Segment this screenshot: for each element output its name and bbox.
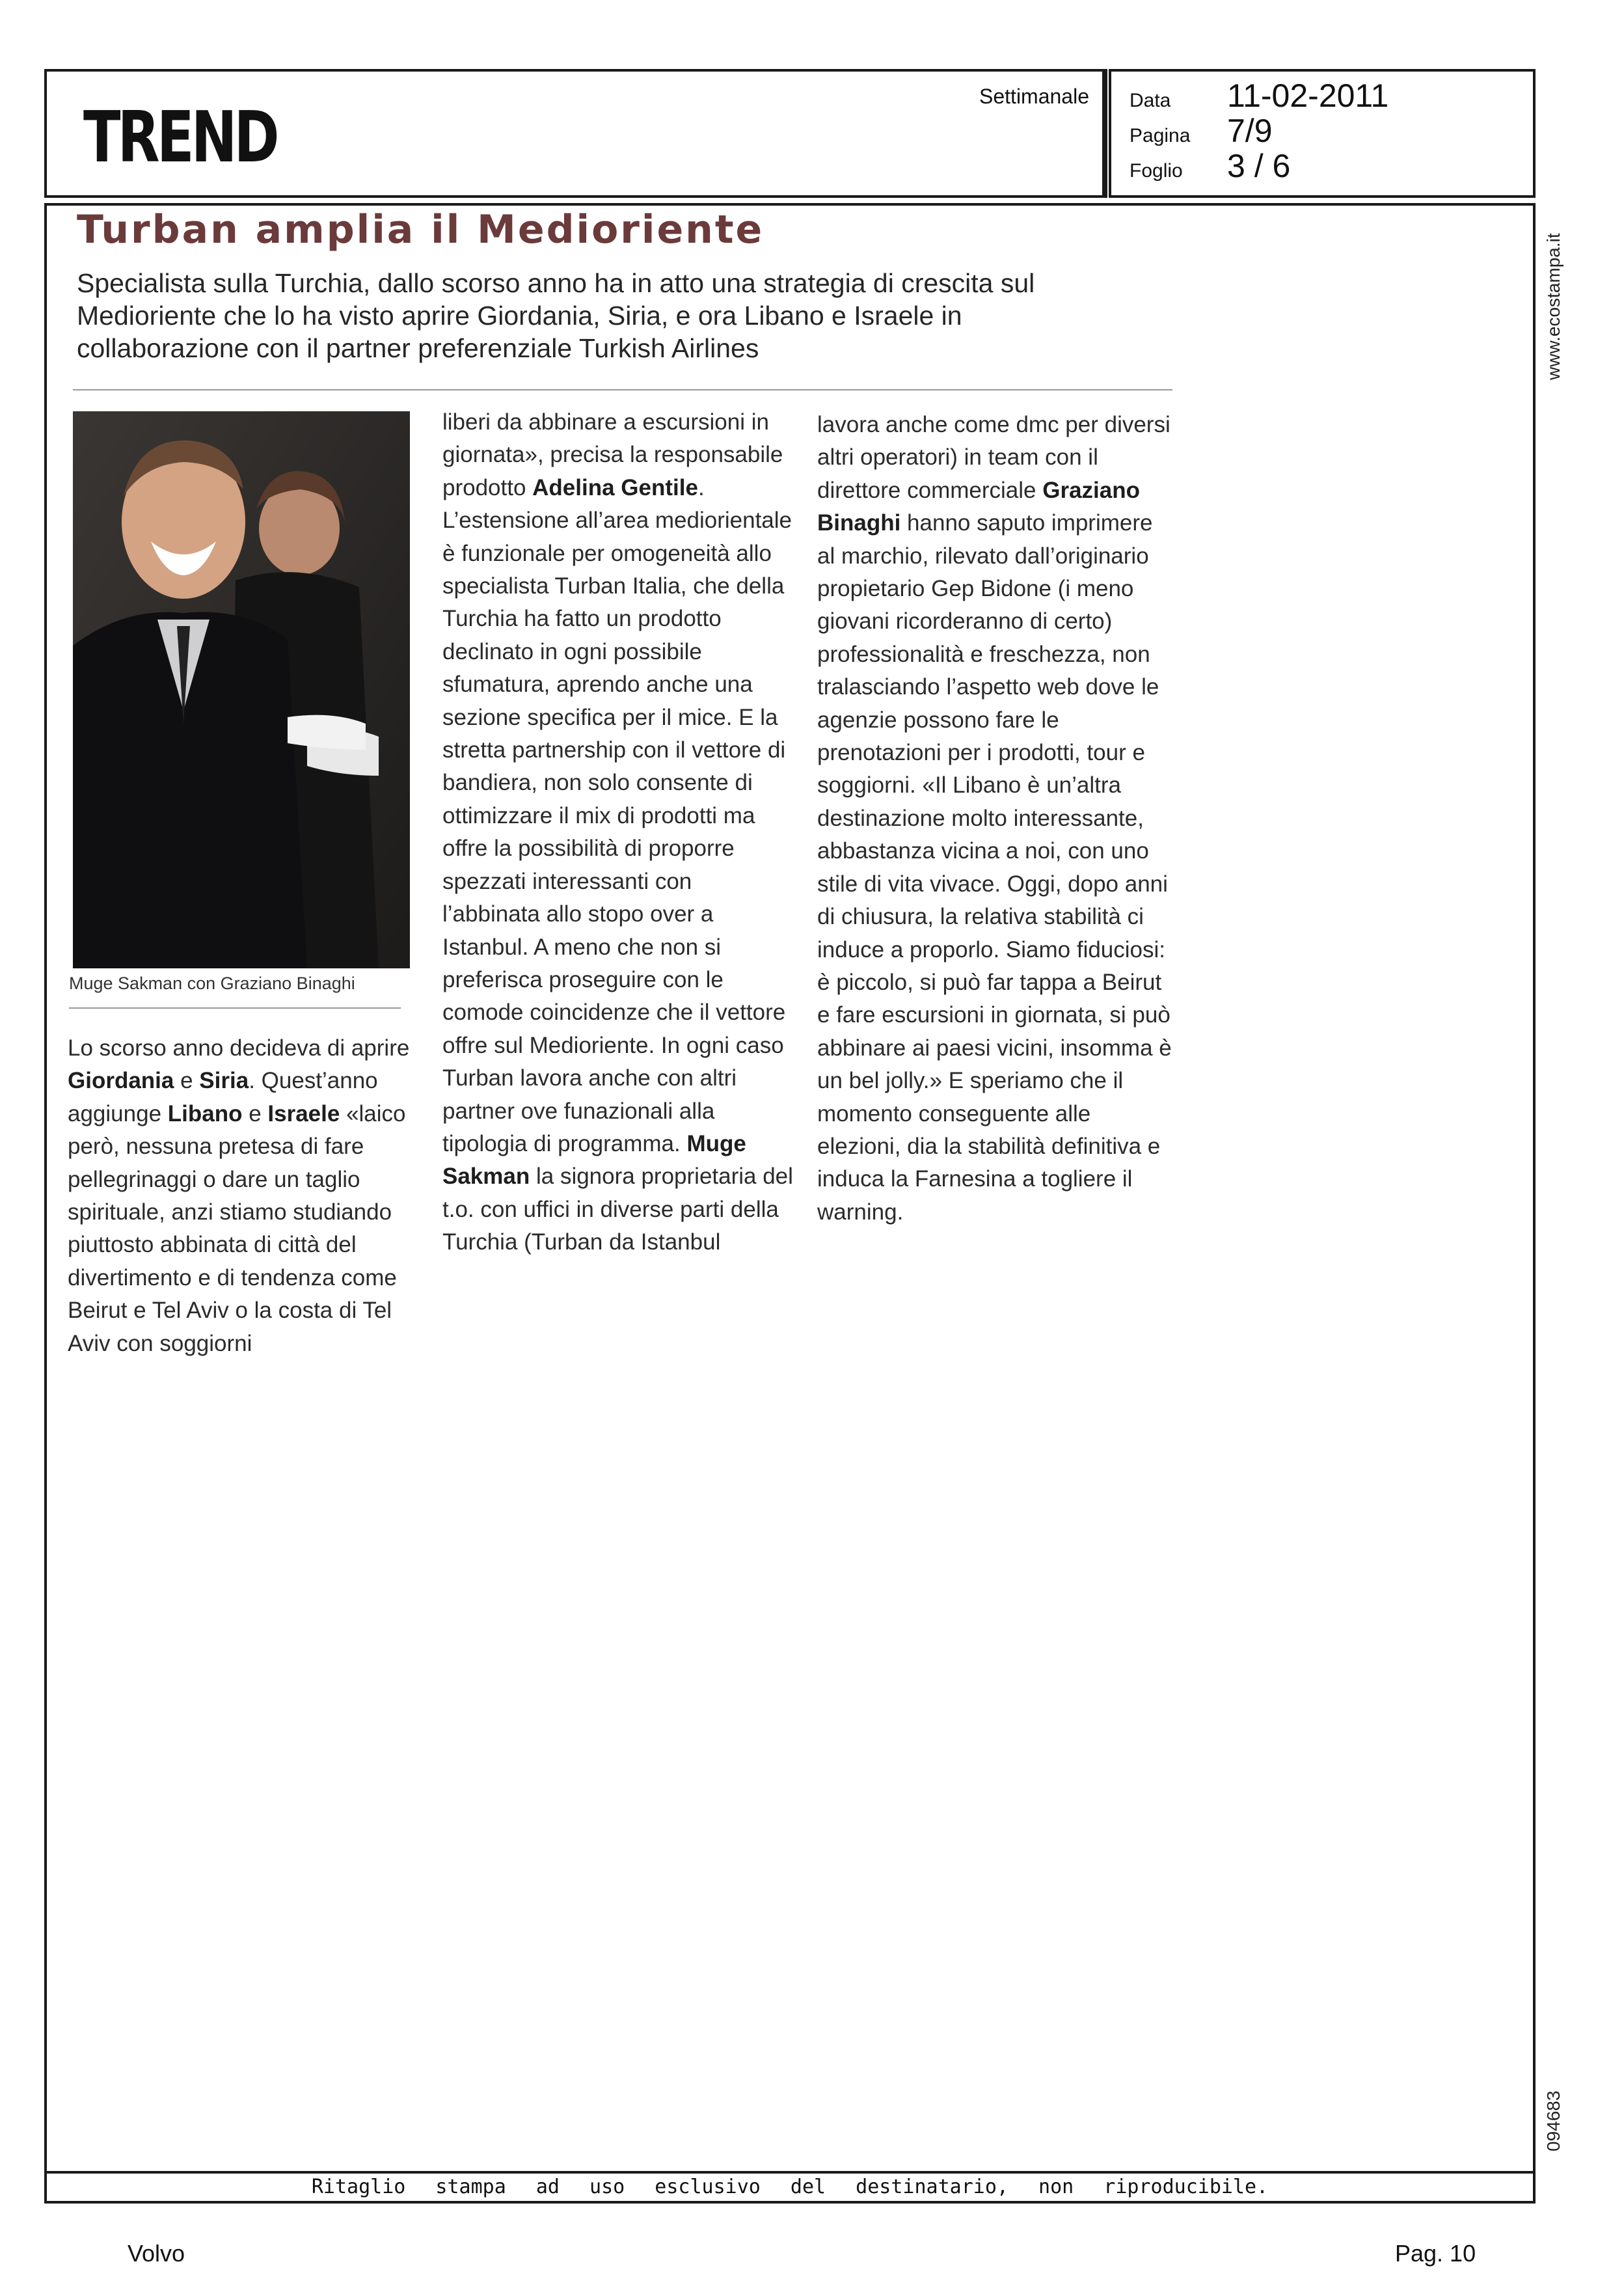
text-run: Lo scorso anno decideva di aprire — [68, 1035, 410, 1061]
text-run: lavora anche come dmc per diversi altri operatori) in team con il direttore commerciale — [817, 412, 1171, 503]
paragraph — [442, 406, 794, 1259]
meta-key: Pagina — [1130, 125, 1191, 146]
article-title: Turban amplia il Medioriente — [77, 207, 765, 252]
paragraph — [817, 409, 1175, 1229]
bold-name: Graziano Binaghi — [817, 477, 1140, 536]
footer-divider — [44, 2171, 1536, 2174]
bold-country: Libano — [167, 1100, 243, 1126]
text-run: e — [174, 1068, 200, 1094]
text-run: hanno saputo imprimere al marchio, rilevato dall’originario propietario Gep Bidone (i meno giovani ricorderanno di certo) professionalità e freschezza, non tralasciando l’aspetto web dove le agenzie possono fare le prenotazioni per i prodotti, tour e soggiorni. «Il Libano è un’altra destinazione molto interessante, abbastanza vicina a noi, con uno stile di vita vivace. Oggi, dopo anni di chiusura, la relativa stabilità ci induce a proporlo. Siamo fiduciosi: è piccolo, si può far tappa a Beirut e fare escursioni in giornata, si può abbinare ai paesi vicini, insomma è un bel jolly.» E speriamo che il momento conseguente alle elezioni, dia la stabilità definitiva e induca la Farnesina a togliere il warning. — [817, 510, 1172, 1225]
article-column-1 — [68, 1032, 413, 1360]
article-column-3 — [817, 409, 1175, 1229]
article-photo — [73, 411, 410, 968]
meta-key: Data — [1130, 90, 1171, 111]
issue-meta-box — [1109, 69, 1536, 198]
meta-key: Foglio — [1130, 160, 1183, 182]
bold-country: Giordania — [68, 1068, 174, 1094]
article-subtitle: Specialista sulla Turchia, dallo scorso anno ha in atto una strategia di crescita sul Medioriente che lo ha visto aprire Giordania, Siria, e ora Libano e Israele in collaborazione con il partner preferenziale Turkish Airlines — [77, 268, 1035, 363]
text-run: la signora proprietaria del t.o. con uffici in diverse parti della Turchia (Turban da Istanbul — [442, 1164, 793, 1255]
text-run: . Quest’anno aggiunge — [68, 1068, 378, 1126]
meta-row-date — [1130, 77, 1388, 115]
article-column-2 — [442, 406, 794, 1259]
bold-country: Siria — [199, 1068, 249, 1094]
text-run: liberi da abbinare a escursioni in giornata», precisa la responsabile prodotto — [442, 409, 783, 500]
meta-value: 7/9 — [1227, 113, 1273, 149]
website-vertical: www.ecostampa.it — [1543, 233, 1563, 380]
subtitle-divider — [73, 389, 1172, 390]
clipping-notice: Ritaglio stampa ad uso esclusivo del destinatario, non riproducibile. — [311, 2176, 1269, 2198]
bold-name: Muge Sakman — [442, 1130, 746, 1190]
trend-logo: TREND — [83, 97, 277, 178]
meta-row-page — [1130, 112, 1273, 150]
paragraph — [68, 1032, 413, 1360]
meta-value: 3 / 6 — [1227, 148, 1291, 184]
meta-row-sheet — [1130, 147, 1290, 185]
archive-code-vertical: 094683 — [1543, 2090, 1563, 2151]
text-run: . L’estensione all’area mediorientale è funzionale per omogeneità allo specialista Turban Italia, che della Turchia ha fatto un prodotto declinato in ogni possibile sfumatura, aprendo anche una sezione specifica per il mice. E la stretta partnership con il vettore di bandiera, non solo consente di ottimizzare il mix di prodotti ma offre la possibilità di proporre spezzati interessanti con l’abbinata allo stopo over a Istanbul. A meno che non si preferisca proseguire con le comode coincidenze che il vettore offre sul Medioriente. In ogni caso Turban lavora anche con altri partner ove funazionali alla tipologia di programma. — [442, 474, 792, 1156]
meta-value: 11-02-2011 — [1227, 77, 1389, 114]
publication-frequency: Settimanale — [979, 85, 1089, 108]
text-run: e — [242, 1100, 268, 1126]
text-run: «laico però, nessuna pretesa di fare pellegrinaggi o dare un taglio spirituale, anzi stiamo studiando piuttosto abbinata di città del divertimento e di tendenza come Beirut e Tel Aviv o la costa di Tel Aviv con soggiorni — [68, 1100, 406, 1356]
bold-name: Adelina Gentile — [532, 474, 698, 500]
page-number: Pag. 10 — [1395, 2240, 1476, 2267]
caption-divider — [69, 1007, 401, 1009]
bold-country: Israele — [267, 1100, 340, 1126]
client-name: Volvo — [128, 2240, 185, 2267]
photo-caption: Muge Sakman con Graziano Binaghi — [69, 974, 355, 993]
photo-illustration — [73, 411, 410, 968]
